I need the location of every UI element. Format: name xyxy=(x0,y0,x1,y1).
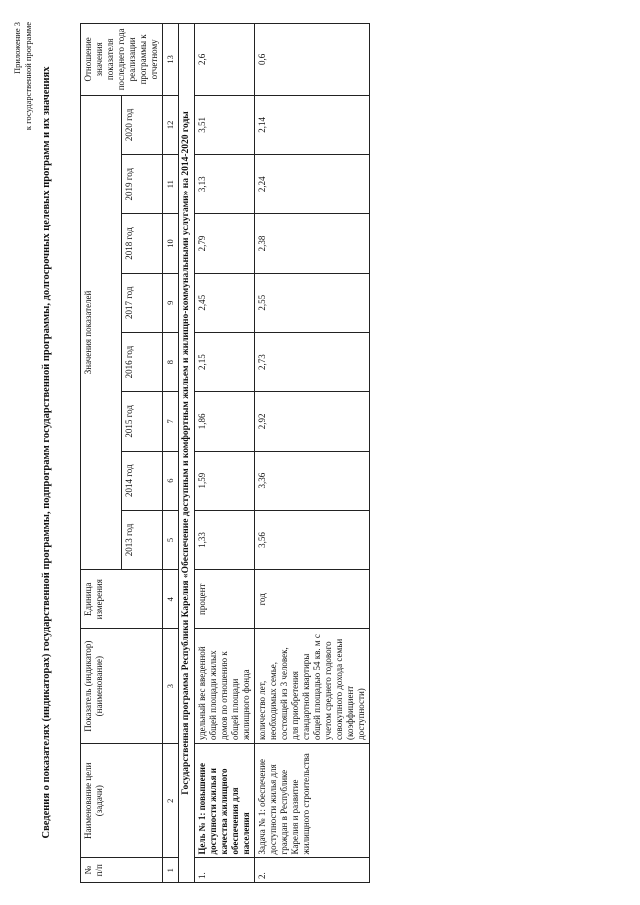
row-unit: процент xyxy=(195,570,255,629)
header-unit: Единица измерения xyxy=(81,570,163,629)
header-year: 2014 год xyxy=(122,451,163,510)
row-num: 2. xyxy=(255,858,370,883)
header-year: 2018 год xyxy=(122,214,163,273)
appendix-line1: Приложение 3 xyxy=(12,22,22,74)
row-goal: Цель № 1: повышение доступности жилья и качества жилищного обеспечения для населения xyxy=(195,743,255,858)
header-values-group: Значения показателей xyxy=(81,95,122,569)
row-value: 2,14 xyxy=(255,95,370,154)
col-number: 10 xyxy=(163,214,179,273)
col-number: 11 xyxy=(163,155,179,214)
row-value: 2,79 xyxy=(195,214,255,273)
row-value: 2,15 xyxy=(195,332,255,391)
col-number: 6 xyxy=(163,451,179,510)
row-ratio: 2,6 xyxy=(195,24,255,96)
appendix-note xyxy=(12,22,34,130)
col-number: 8 xyxy=(163,332,179,391)
row-value: 3,51 xyxy=(195,95,255,154)
header-goal: Наименование цели (задачи) xyxy=(81,743,163,858)
header-ratio: Отношение значения показателя последнего года реализации программы к отчетному xyxy=(81,24,163,96)
program-title: Государственная программа Республики Карелия «Обеспечение доступным и комфортным жильем и жилищно-коммунальными услугами» на 2014-2020 годы xyxy=(179,24,195,883)
col-number: 13 xyxy=(163,24,179,96)
row-ratio: 0,6 xyxy=(255,24,370,96)
document-heading: Сведения о показателях (индикаторах) государственной программы, подпрограмм государственной программы, долгосрочных целевых программ и их значениях xyxy=(41,66,52,839)
header-indicator: Показатель (индикатор) (наименование) xyxy=(81,629,163,744)
row-indicator: количество лет, необходимых семье, состоящей из 3 человек, для приобретения стандартной квартиры общей площадью 54 кв. м с учетом среднего годового совокупного дохода семьи (коэффициент доступности) xyxy=(255,629,370,744)
col-number: 1 xyxy=(163,858,179,883)
col-number: 7 xyxy=(163,392,179,451)
row-value: 3,56 xyxy=(255,510,370,569)
header-year: 2017 год xyxy=(122,273,163,332)
row-indicator: удельный вес введенной общей площади жилых домов по отношению к общей площади жилищного фонда xyxy=(195,629,255,744)
header-num: № п/п xyxy=(81,858,163,883)
header-year: 2013 год xyxy=(122,510,163,569)
row-value: 2,24 xyxy=(255,155,370,214)
column-numbers-row xyxy=(163,24,179,883)
col-number: 5 xyxy=(163,510,179,569)
row-unit: год xyxy=(255,570,370,629)
header-year: 2016 год xyxy=(122,332,163,391)
row-goal: Задача № 1: обеспечение доступности жилья для граждан в Республике Карелия и развитие жилищного строительства xyxy=(255,743,370,858)
col-number: 2 xyxy=(163,743,179,858)
table-row xyxy=(255,24,370,883)
indicators-table xyxy=(80,23,370,883)
header-year: 2015 год xyxy=(122,392,163,451)
row-value: 1,59 xyxy=(195,451,255,510)
row-value: 2,55 xyxy=(255,273,370,332)
row-num: 1. xyxy=(195,858,255,883)
appendix-line2: к государственной программе xyxy=(23,22,33,131)
col-number: 12 xyxy=(163,95,179,154)
col-number: 4 xyxy=(163,570,179,629)
row-value: 2,38 xyxy=(255,214,370,273)
row-value: 3,13 xyxy=(195,155,255,214)
table-row xyxy=(195,24,255,883)
col-number: 3 xyxy=(163,629,179,744)
row-value: 1,33 xyxy=(195,510,255,569)
row-value: 1,86 xyxy=(195,392,255,451)
row-value: 2,45 xyxy=(195,273,255,332)
header-year: 2020 год xyxy=(122,95,163,154)
row-value: 2,73 xyxy=(255,332,370,391)
col-number: 9 xyxy=(163,273,179,332)
row-value: 2,92 xyxy=(255,392,370,451)
header-year: 2019 год xyxy=(122,155,163,214)
row-value: 3,36 xyxy=(255,451,370,510)
